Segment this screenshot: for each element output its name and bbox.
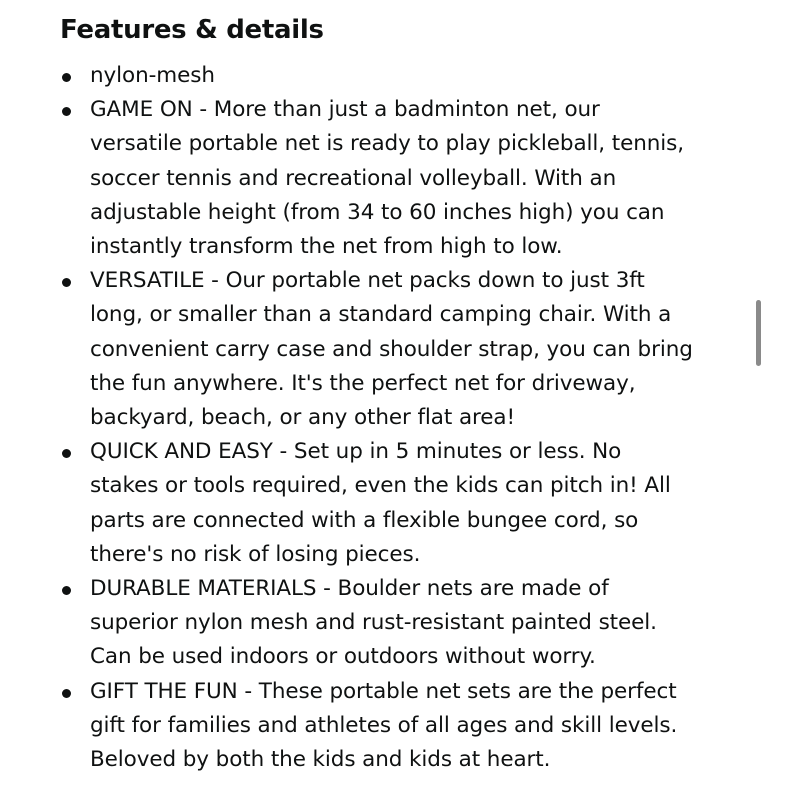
feature-text-line: gift for families and athletes of all ages and skill levels.: [90, 712, 678, 738]
feature-text-line: nylon-mesh: [90, 63, 215, 88]
feature-bullet-item: [60, 59, 760, 93]
feature-text-line: GIFT THE FUN - These portable net sets are the perfect: [90, 678, 677, 704]
bullet-dot-icon: [62, 449, 71, 458]
feature-text-line: long, or smaller than a standard camping chair. With a: [90, 302, 672, 328]
feature-text-line: versatile portable net is ready to play pickleball, tennis,: [90, 131, 684, 157]
feature-text-line: VERSATILE - Our portable net packs down to just 3ft: [90, 268, 645, 294]
bullet-dot-icon: [62, 586, 71, 595]
feature-text-line: convenient carry case and shoulder strap, you can bring: [90, 336, 693, 362]
feature-text-line: instantly transform the net from high to low.: [90, 234, 563, 260]
bullet-dot-icon: [62, 107, 71, 116]
feature-bullet-item: [60, 435, 760, 572]
feature-bullet-item: [60, 675, 760, 778]
bullet-dot-icon: [62, 689, 71, 698]
scrollbar[interactable]: [756, 300, 761, 366]
features-list: [60, 59, 760, 777]
feature-text-line: Beloved by both the kids and kids at heart.: [90, 747, 551, 773]
feature-text-line: DURABLE MATERIALS - Boulder nets are made of: [90, 576, 609, 602]
feature-text-line: GAME ON - More than just a badminton net, our: [90, 97, 600, 123]
feature-text-line: the fun anywhere. It's the perfect net for driveway,: [90, 370, 636, 396]
feature-text-line: backyard, beach, or any other flat area!: [90, 405, 516, 431]
feature-text-line: parts are connected with a flexible bungee cord, so: [90, 507, 639, 533]
feature-bullet-item: [60, 572, 760, 675]
bullet-dot-icon: [62, 278, 71, 287]
feature-text-line: Can be used indoors or outdoors without worry.: [90, 644, 596, 670]
feature-bullet-item: [60, 93, 760, 264]
feature-text-line: there's no risk of losing pieces.: [90, 541, 421, 567]
feature-text-line: adjustable height (from 34 to 60 inches high) you can: [90, 199, 665, 225]
feature-text-line: superior nylon mesh and rust-resistant painted steel.: [90, 610, 657, 636]
feature-text-line: QUICK AND EASY - Set up in 5 minutes or less. No: [90, 439, 622, 465]
feature-text-line: stakes or tools required, even the kids can pitch in! All: [90, 473, 671, 499]
section-title: Features & details: [60, 15, 324, 45]
feature-text-line: soccer tennis and recreational volleyball. With an: [90, 165, 617, 191]
feature-bullet-item: [60, 264, 760, 435]
bullet-dot-icon: [62, 73, 71, 82]
